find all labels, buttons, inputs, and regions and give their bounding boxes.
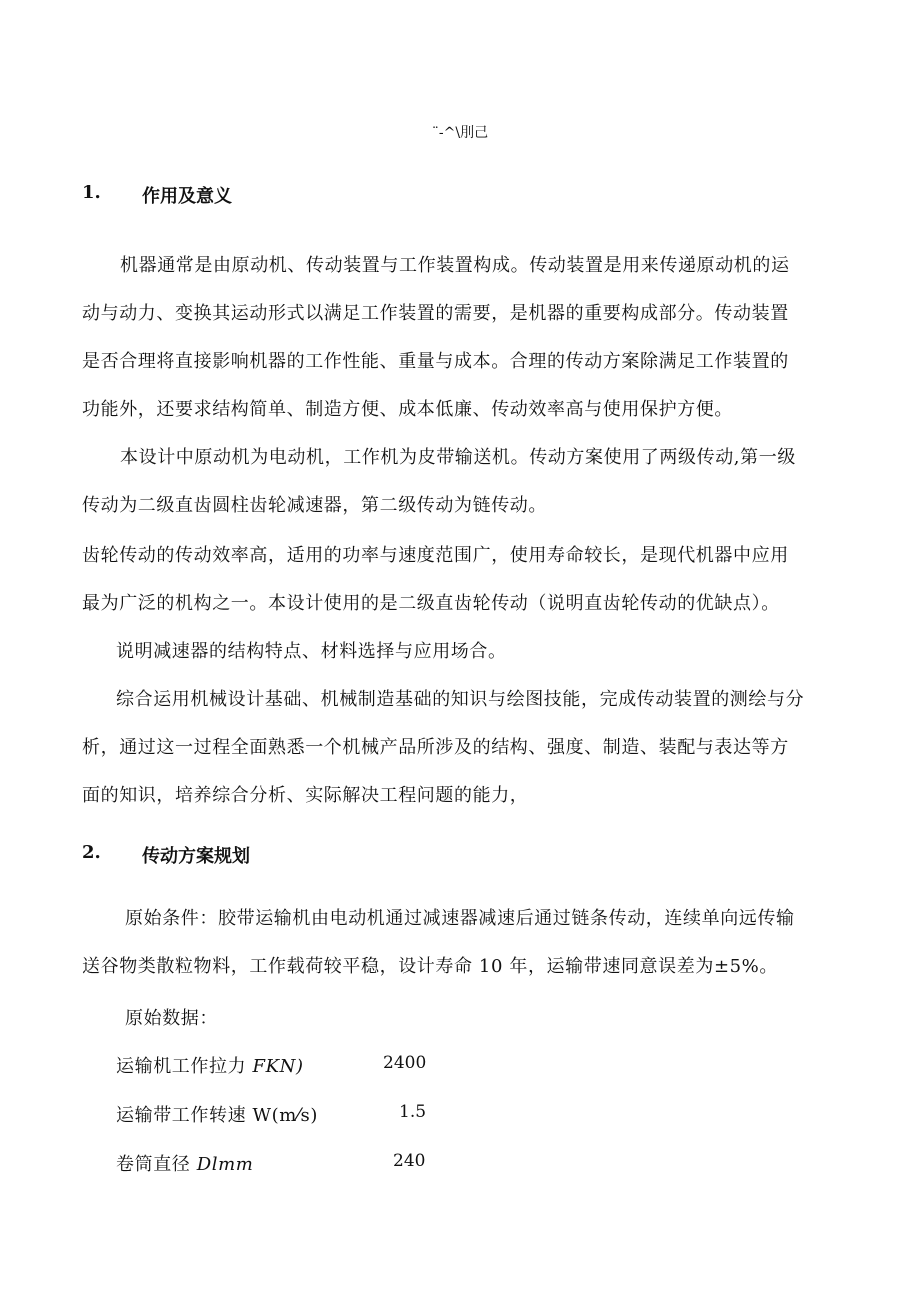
paragraph-line: 是否合理将直接影响机器的工作性能、重量与成本。合理的传动方案除满足工作装置的 [82,351,789,372]
param-unit: FKN) [252,1056,304,1077]
data-label: 原始数据： [125,1008,218,1029]
section-2-title: 传动方案规划 [142,846,250,867]
paragraph-line: 原始条件：胶带运输机由电动机通过减速器减速后通过链条传动，连续单向远传输 [125,908,795,929]
param-value: 2400 [383,1053,427,1073]
param-value: 1.5 [399,1102,427,1122]
paragraph-line: 析，通过这一过程全面熟悉一个机械产品所涉及的结构、强度、制造、装配与表达等方 [82,737,789,758]
paragraph-line: 综合运用机械设计基础、机械制造基础的知识与绘图技能，完成传动装置的测绘与分 [116,689,805,710]
paragraph-line: 机器通常是由原动机、传动装置与工作装置构成。传动装置是用来传递原动机的运 [120,255,790,276]
section-2-number: 2. [82,842,101,863]
paragraph-line: 传动为二级直齿圆柱齿轮减速器，第二级传动为链传动。 [82,495,547,516]
paragraph-line: 本设计中原动机为电动机，工作机为皮带输送机。传动方案使用了两级传动,第一级 [120,447,796,468]
paragraph-line: 送谷物类散粒物料，工作载荷较平稳，设计寿命 10 年，运输带速同意误差为±5%。 [82,956,778,977]
param-unit: W(m⁄s) [252,1105,318,1126]
param-name: 卷筒直径 [116,1154,197,1175]
section-1-title: 作用及意义 [142,186,232,207]
paragraph-line: 动与动力、变换其运动形式以满足工作装置的需要，是机器的重要构成部分。传动装置 [82,303,789,324]
param-label [116,1101,318,1127]
param-name: 运输机工作拉力 [116,1056,253,1077]
param-label [116,1150,253,1176]
section-1-number: 1. [82,182,101,203]
paragraph-line: 功能外，还要求结构简单、制造方便、成本低廉、传动效率高与使用保护方便。 [82,399,733,420]
paragraph-line: 说明减速器的结构特点、材料选择与应用场合。 [116,641,507,662]
param-label [116,1052,304,1078]
param-unit: Dlmm [196,1154,254,1175]
paragraph-line: 最为广泛的机构之一。本设计使用的是二级直齿轮传动（说明直齿轮传动的优缺点）。 [82,593,780,614]
paragraph-line: 齿轮传动的传动效率高，适用的功率与速度范围广，使用寿命较长，是现代机器中应用 [82,545,789,566]
param-value: 240 [393,1151,426,1171]
page-header: ¨-^\刖己 [431,125,489,141]
param-name: 运输带工作转速 [116,1105,253,1126]
paragraph-line: 面的知识，培养综合分析、实际解决工程问题的能力， [82,785,529,806]
